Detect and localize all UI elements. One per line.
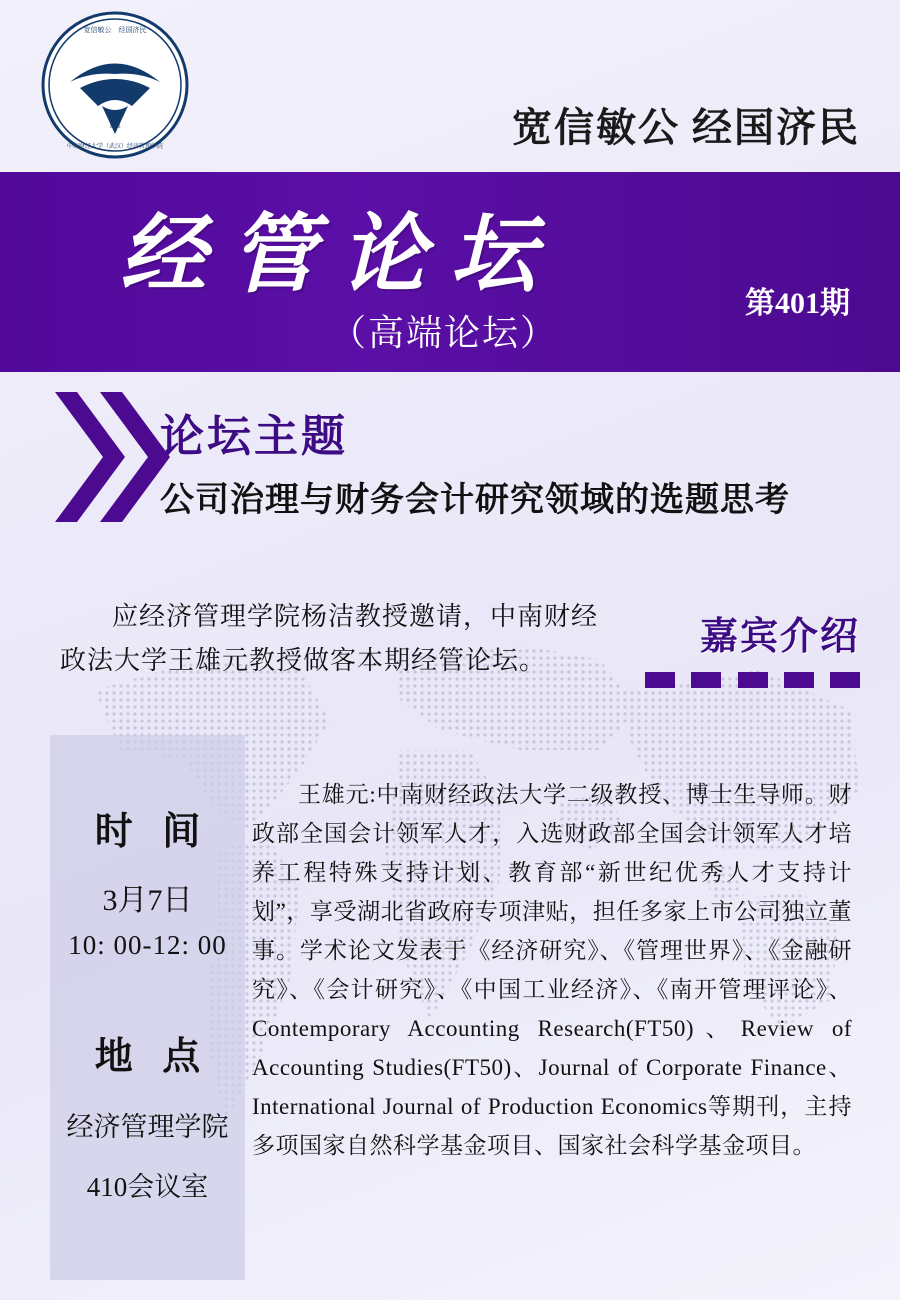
forum-theme-text: 公司治理与财务会计研究领域的选题思考: [160, 482, 790, 519]
guest-intro-heading: 嘉宾介绍: [699, 616, 860, 658]
forum-subtitle: （高端论坛）: [330, 313, 559, 353]
event-place-room: 410会议室: [86, 1172, 209, 1202]
svg-text:1893: 1893: [109, 124, 121, 130]
double-chevron-icon: [55, 392, 170, 522]
event-time-label: 时 间: [94, 811, 211, 853]
svg-text:中南财经大学（武汉）经济管理学院: 中南财经大学（武汉）经济管理学院: [66, 144, 164, 150]
forum-issue-number: 第401期: [745, 287, 850, 320]
svg-text:宽信敏公 经国济民: 宽信敏公 经国济民: [83, 26, 147, 34]
event-date: 3月7日: [102, 884, 193, 917]
event-hours: 10: 00-12: 00: [68, 930, 227, 960]
school-motto: 宽信敏公 经国济民: [512, 105, 860, 150]
university-emblem-icon: [40, 10, 190, 160]
guest-heading-underline: [645, 672, 860, 694]
invitation-paragraph: 应经济管理学院杨洁教授邀请，中南财经政法大学王雄元教授做客本期经管论坛。: [60, 602, 599, 675]
forum-theme-label: 论坛主题: [160, 412, 348, 461]
event-place-label: 地 点: [94, 1036, 211, 1078]
event-place-building: 经济管理学院: [66, 1112, 229, 1142]
guest-biography: 王雄元:中南财经政法大学二级教授、博士生导师。财政部全国会计领军人才，入选财政部全国会计领军人才培养工程特殊支持计划、教育部“新世纪优秀人才支持计划”，享受湖北省政府专项津贴，担任多家上市公司独立董事。学术论文发表于《经济研究》、《管理世界》、《金融研究》、《会计研究》、《中国工业经济》、《南开管理评论》、Contemporary Accounting Research(FT50)、Review of Accounting Studies(FT50)、Journal of Corporate Finance、International Journal of Production Economics等期刊，主持多项国家自然科学基金项目、国家社会科学基金项目。: [252, 782, 852, 1158]
forum-title: 经管论坛: [120, 207, 560, 303]
